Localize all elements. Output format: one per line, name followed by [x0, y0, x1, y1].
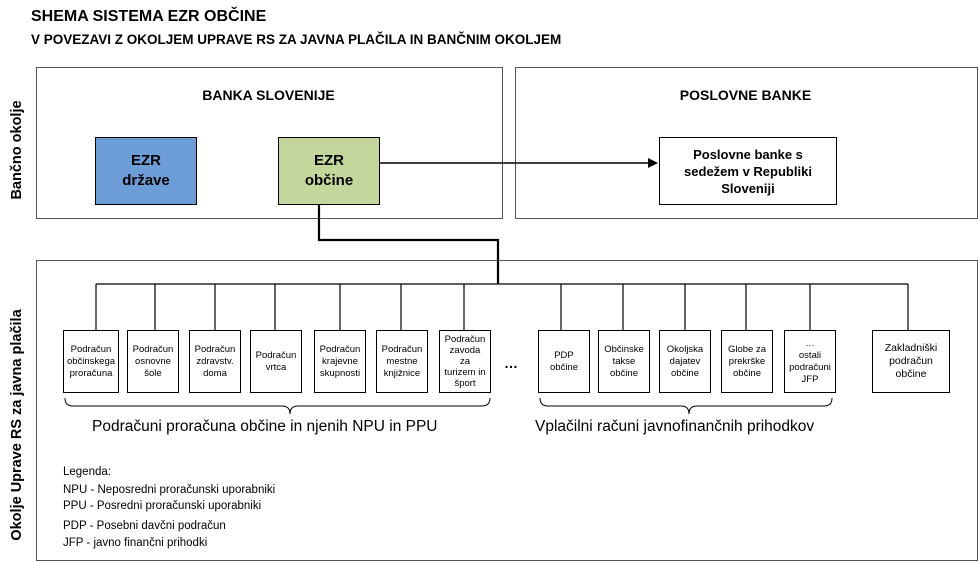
- account-ostali-podracuni-jfp: … ostali podračuni JFP: [784, 330, 836, 393]
- side-label-bank: Bančno okolje: [9, 100, 25, 200]
- legend-item-pdp: PDP - Posebni davčni podračun: [63, 520, 226, 532]
- account-pdp-obcine: PDP občine: [538, 330, 590, 393]
- brace-label-vplacilni: Vplačilni računi javnofinančnih prihodkov: [535, 418, 815, 435]
- account-obcinskega-proracuna: Podračun občinskega proračuna: [63, 330, 119, 393]
- account-zavoda-za-turizem: Podračun zavoda za turizem in šport: [439, 330, 491, 393]
- poslovne-banke-box: Poslovne banke s sedežem v Republiki Sloveniji: [659, 137, 837, 205]
- account-mestne-knjiznice: Podračun mestne knjižnice: [376, 330, 428, 393]
- account-krajevne-skupnosti: Podračun krajevne skupnosti: [314, 330, 366, 393]
- label-banka-slovenije: BANKA SLOVENIJE: [202, 87, 335, 103]
- label-poslovne-banke: POSLOVNE BANKE: [679, 87, 812, 103]
- legend-title: Legenda:: [63, 466, 111, 478]
- side-label-ujp: Okolje Uprave RS za javna plačila: [9, 309, 25, 541]
- account-zakladniski-podracun: Zakladniški podračun občine: [872, 330, 950, 393]
- account-obcinske-takse: Občinske takse občine: [598, 330, 650, 393]
- ezr-obcine-box: EZR občine: [278, 137, 380, 205]
- ellipsis-more-accounts: …: [504, 355, 518, 371]
- legend-item-npu: NPU - Neposredni proračunski uporabniki: [63, 484, 276, 496]
- diagram-title: SHEMA SISTEMA EZR OBČINE: [31, 8, 267, 25]
- legend-item-jfp: JFP - javno finančni prihodki: [63, 537, 208, 549]
- account-vrtca: Podračun vrtca: [250, 330, 302, 393]
- legend-item-ppu: PPU - Posredni proračunski uporabniki: [63, 500, 262, 512]
- ezr-drzave-box: EZR države: [95, 137, 197, 205]
- brace-label-proracun: Podračuni proračuna občine in njenih NPU in PPU: [92, 418, 438, 435]
- account-osnovne-sole: Podračun osnovne šole: [127, 330, 179, 393]
- diagram-subtitle: V POVEZAVI Z OKOLJEM UPRAVE RS ZA JAVNA PLAČILA IN BANČNIM OKOLJEM: [31, 32, 562, 47]
- account-okoljska-dajatev: Okoljska dajatev občine: [659, 330, 711, 393]
- account-zdravstv-doma: Podračun zdravstv. doma: [189, 330, 241, 393]
- account-globe-za-prekrske: Globe za prekrške občine: [721, 330, 773, 393]
